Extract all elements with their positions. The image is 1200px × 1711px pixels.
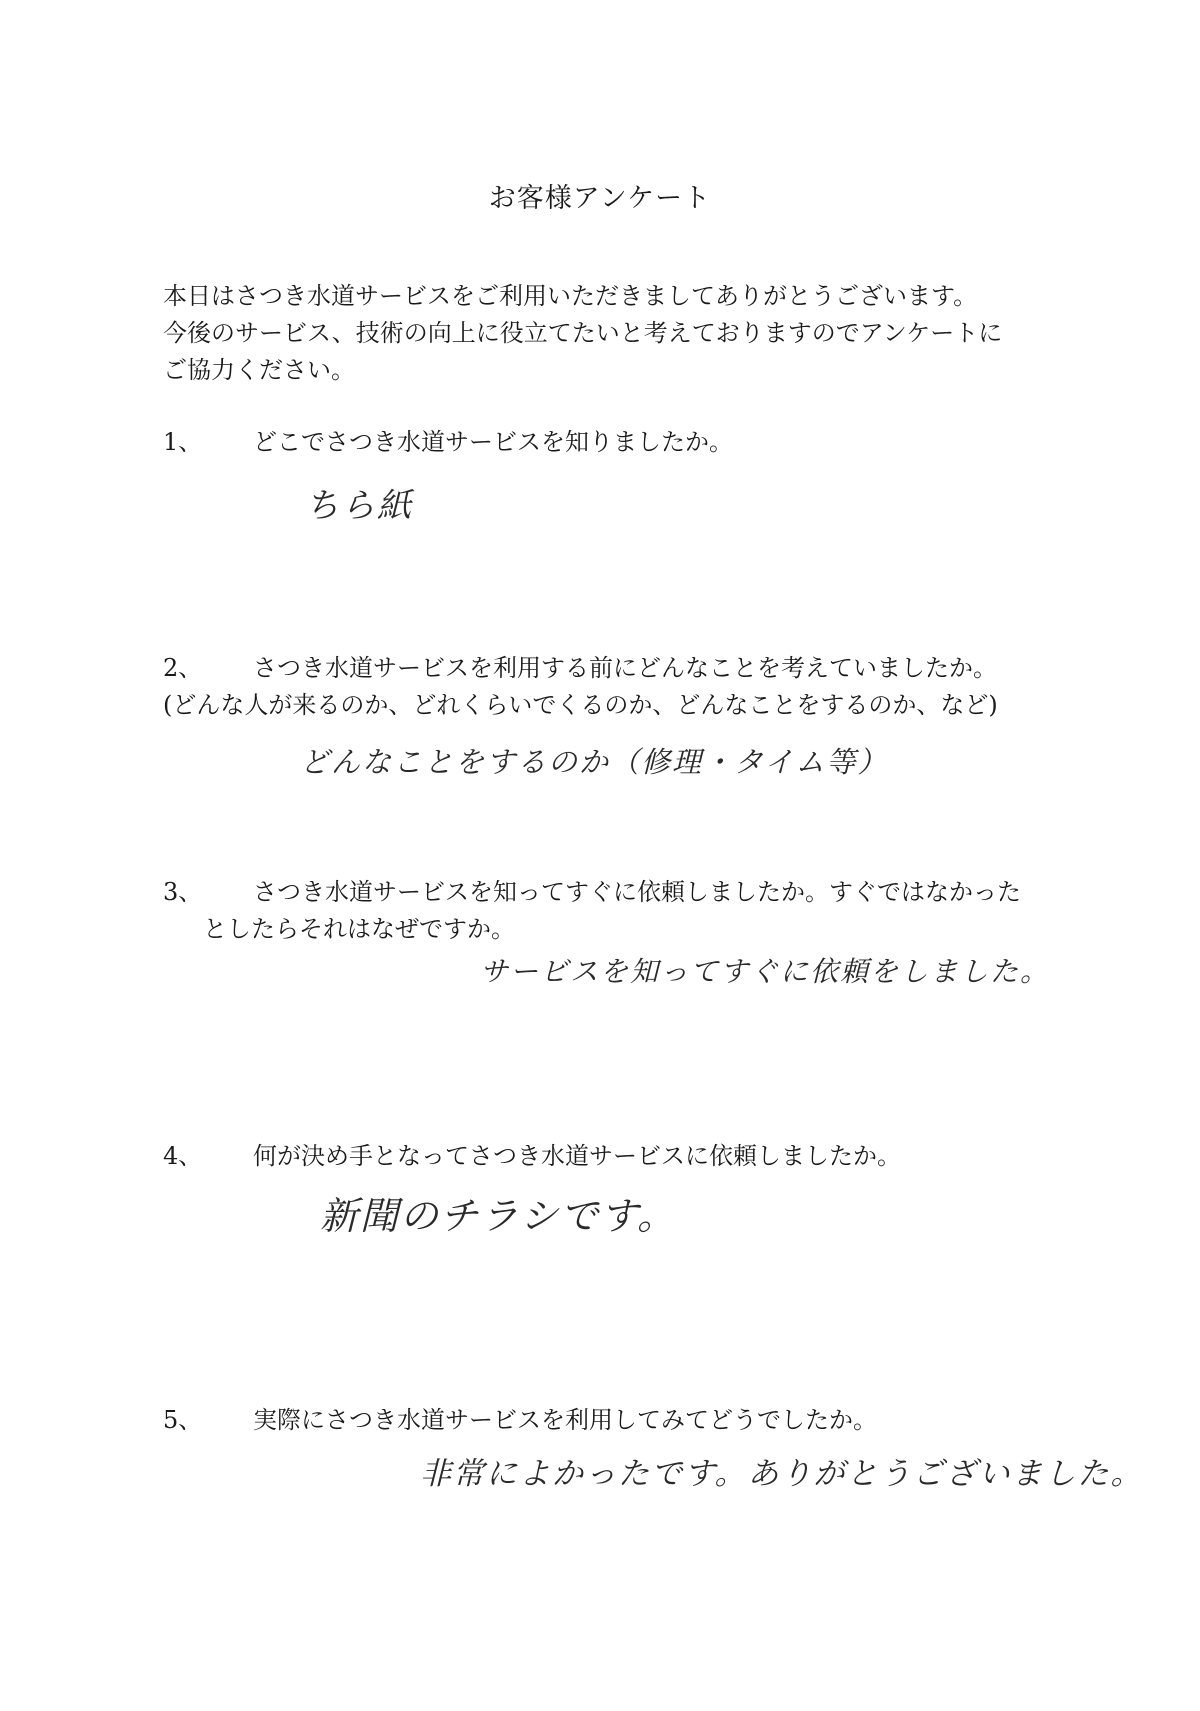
intro-line: 本日はさつき水道サービスをご利用いただきましてありがとうございます。 [163, 282, 978, 310]
question-number: 4、 [163, 1142, 203, 1170]
intro-text [163, 278, 1063, 389]
intro-line: 今後のサービス、技術の向上に役立てたいと考えておりますのでアンケートに [163, 319, 1003, 347]
question-number: 2、 [163, 654, 203, 682]
answer-1: ちら紙 [305, 486, 413, 526]
intro-line: ご協力ください。 [163, 356, 355, 384]
question-number: 3、 [163, 878, 203, 906]
question-text: さつき水道サービスを利用する前にどんなことを考えていましたか。 [253, 654, 997, 682]
answer-2: どんなことをするのか（修理・タイム等） [300, 745, 889, 779]
answer-4: 新聞のチラシです。 [320, 1194, 677, 1238]
page-title: お客様アンケート [488, 183, 712, 214]
question-number: 1、 [163, 428, 203, 456]
question-subtext: としたらそれはなぜですか。 [203, 915, 515, 943]
question-text: さつき水道サービスを知ってすぐに依頼しましたか。すぐではなかった [253, 878, 1021, 906]
question-subtext: (どんな人が来るのか、どれくらいでくるのか、どんなことをするのか、など) [163, 691, 998, 719]
answer-5: 非常によかったです。ありがとうございました。 [420, 1456, 1144, 1492]
question-number: 5、 [163, 1406, 203, 1434]
question-text: 実際にさつき水道サービスを利用してみてどうでしたか。 [253, 1406, 877, 1434]
question-text: どこでさつき水道サービスを知りましたか。 [253, 428, 733, 456]
answer-3: サービスを知ってすぐに依頼をしました。 [480, 955, 1051, 988]
question-text: 何が決め手となってさつき水道サービスに依頼しましたか。 [253, 1142, 901, 1170]
